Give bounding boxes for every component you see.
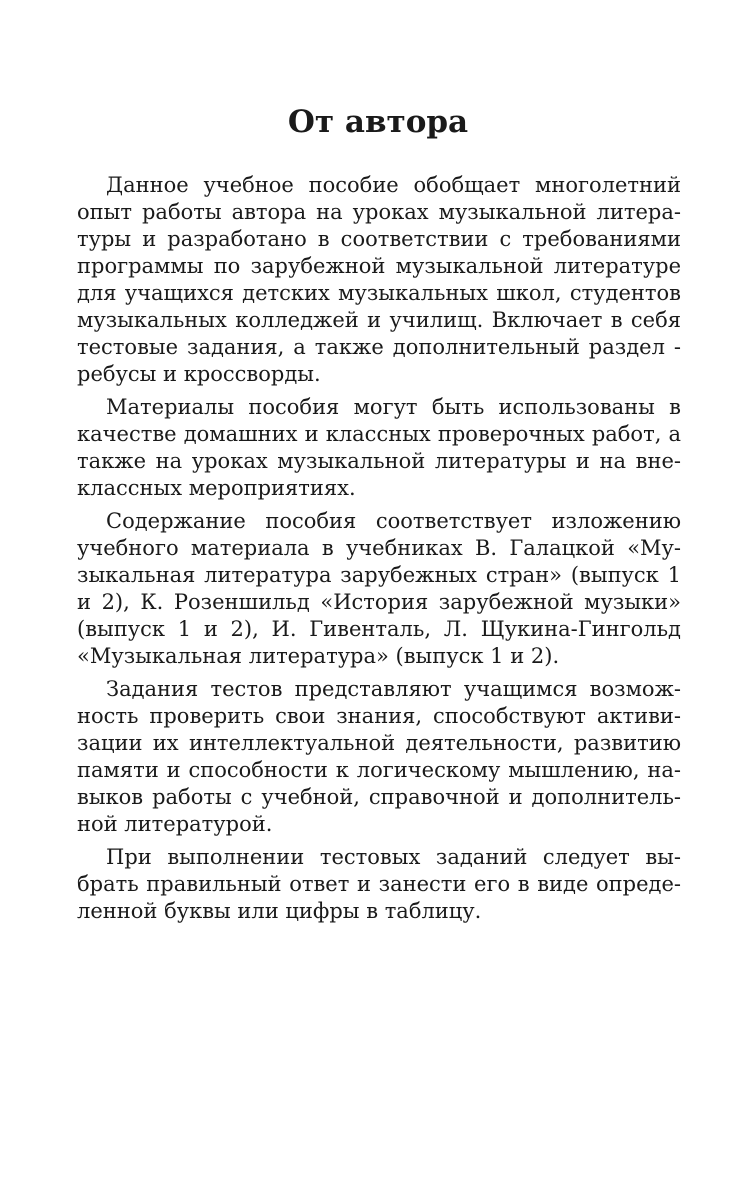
text-line: зации их интеллектуальной деятельности, развитию xyxy=(77,731,681,755)
text-line: памяти и способности к логическому мышлению, на- xyxy=(77,758,681,782)
text-line: брать правильный ответ и занести его в виде опреде- xyxy=(77,872,681,896)
text-line: тестовые задания, а также дополнительный раздел - xyxy=(77,335,681,359)
text-line: учебного материала в учебниках В. Галацкой «Му- xyxy=(77,536,681,560)
paragraph-4 xyxy=(77,676,681,838)
text-line: туры и разработано в соответствии с требованиями xyxy=(77,227,681,251)
text-line: ленной буквы или цифры в таблицу. xyxy=(77,899,482,923)
text-line: Материалы пособия могут быть использованы в xyxy=(106,395,681,419)
text-line: качестве домашних и классных проверочных работ, а xyxy=(77,422,681,446)
text-line: ность проверить свои знания, способствуют активи- xyxy=(77,704,681,728)
text-line: опыт работы автора на уроках музыкальной литера- xyxy=(77,200,681,224)
text-line: также на уроках музыкальной литературы и на вне- xyxy=(77,449,681,473)
text-line: музыкальных колледжей и училищ. Включает в себя xyxy=(77,308,681,332)
text-line: «Музыкальная литература» (выпуск 1 и 2). xyxy=(77,644,560,668)
text-line: (выпуск 1 и 2), И. Гивенталь, Л. Щукина-Гингольд xyxy=(77,617,681,641)
paragraph-1 xyxy=(77,172,681,388)
text-line: для учащихся детских музыкальных школ, студентов xyxy=(77,281,681,305)
text-line: ной литературой. xyxy=(77,812,273,836)
body-text xyxy=(77,172,681,931)
text-line: Данное учебное пособие обобщает многолетний xyxy=(106,173,681,197)
paragraph-2 xyxy=(77,394,681,502)
text-line: классных мероприятиях. xyxy=(77,476,356,500)
paragraph-5 xyxy=(77,844,681,925)
text-line: ребусы и кроссворды. xyxy=(77,362,321,386)
page-title: От автора xyxy=(287,104,469,140)
text-line: выков работы с учебной, справочной и дополнитель- xyxy=(77,785,681,809)
text-line: и 2), К. Розеншильд «История зарубежной музыки» xyxy=(77,590,681,614)
text-line: зыкальная литература зарубежных стран» (выпуск 1 xyxy=(77,563,681,587)
text-line: Содержание пособия соответствует изложению xyxy=(106,509,681,533)
text-line: При выполнении тестовых заданий следует вы- xyxy=(106,845,681,869)
paragraph-3 xyxy=(77,508,681,670)
text-line: программы по зарубежной музыкальной литературе xyxy=(77,254,681,278)
text-line: Задания тестов представляют учащимся возмож- xyxy=(106,677,681,701)
